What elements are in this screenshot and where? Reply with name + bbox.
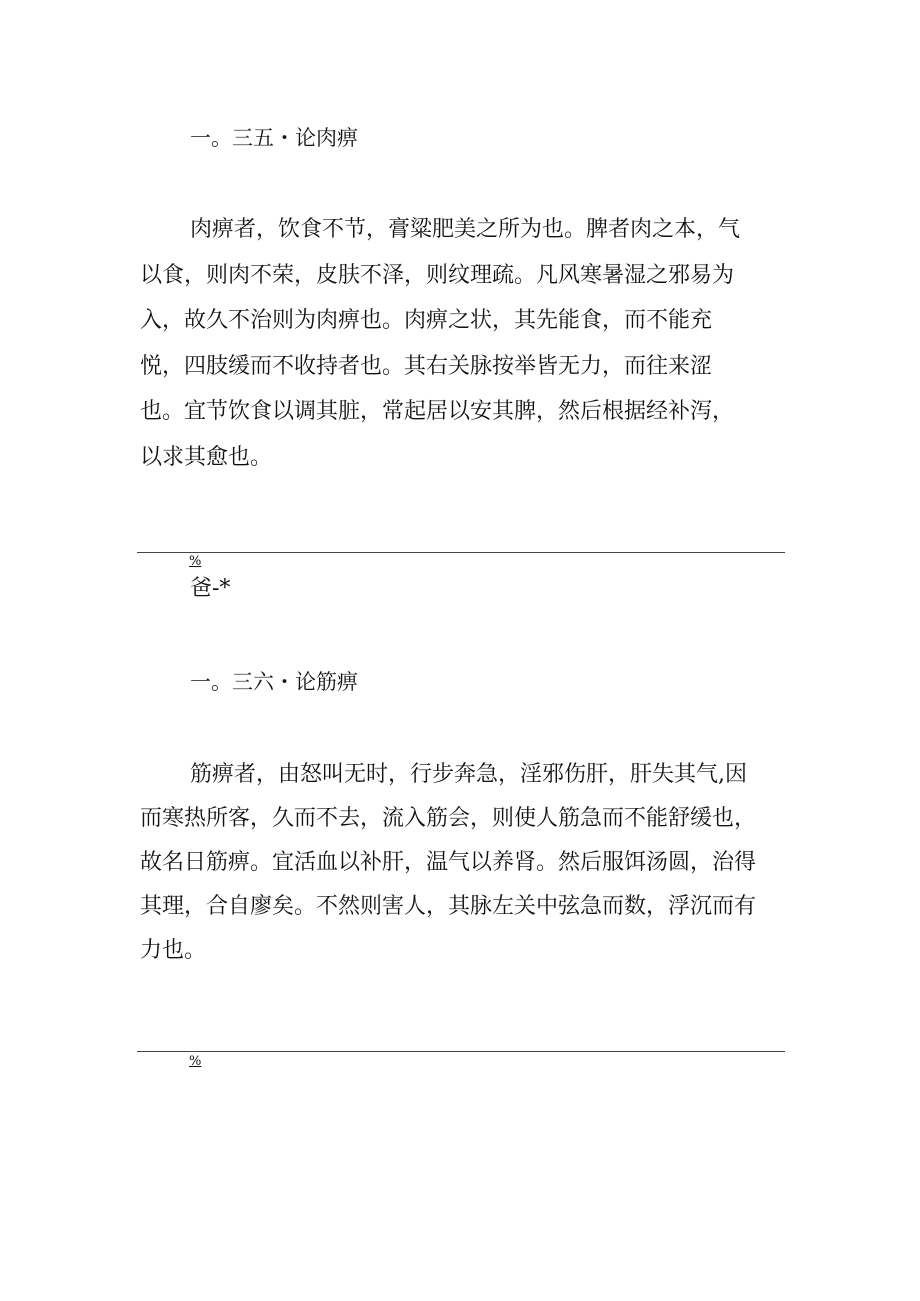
- paragraph-line: 而寒热所客，久而不去，流入筋会，则使人筋急而不能舒缓也，: [140, 806, 757, 831]
- footnote-mark: %: [189, 1054, 202, 1069]
- section-body-36: [140, 761, 800, 981]
- footnote-divider: [137, 552, 785, 553]
- paragraph-line: 以食，则肉不荣，皮肤不泽，则纹理疏。凡风寒暑湿之邪易为: [140, 262, 735, 288]
- paragraph-line: 也。宜节饮食以调其脏，常起居以安其脾，然后根据经补泻，: [140, 399, 735, 424]
- paragraph-line: 筋痹者，由怒叫无时，行步奔急，淫邪伤肝，肝失其气,因: [190, 762, 747, 787]
- section-body-35: [140, 216, 800, 489]
- paragraph-line: 以求其愈也。: [140, 444, 273, 470]
- section-heading-35: 一。三五・论肉痹: [190, 126, 358, 150]
- footnote-mark: %: [189, 554, 202, 569]
- footnote-divider: [137, 1051, 785, 1052]
- paragraph-line: 入，故久不治则为肉痹也。肉痹之状，其先能食，而不能充: [140, 308, 713, 333]
- paragraph-line: 故名日筋痹。宜活血以补肝，温气以养肾。然后服饵汤圆，治得: [140, 850, 757, 875]
- paragraph-line: 悦，四肢缓而不收持者也。其右关脉按举皆无力，而往来涩: [140, 353, 713, 379]
- footnote-text: 爸-*: [190, 576, 231, 601]
- section-heading-36: 一。三六・论筋痹: [190, 670, 358, 694]
- paragraph-line: 其理，合自廖矣。不然则害人，其脉左关中弦急而数，浮沉而有: [140, 894, 757, 919]
- paragraph-line: 力也。: [140, 938, 207, 963]
- paragraph-line: 肉痹者，饮食不节，膏粱肥美之所为也。脾者肉之本，气: [190, 217, 741, 242]
